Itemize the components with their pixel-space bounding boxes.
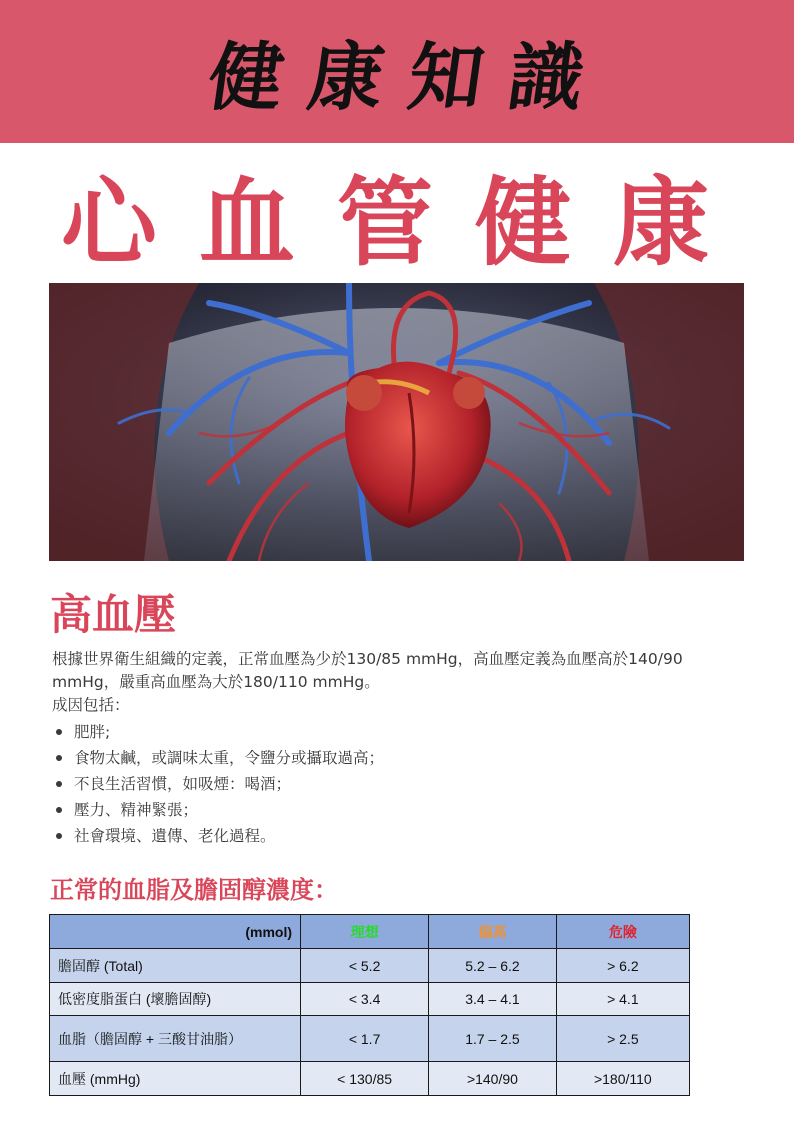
page-title: 心血管健康 xyxy=(61,167,751,279)
hypertension-intro: 根據世界衛生組織的定義，正常血壓為少於130/85 mmHg，高血壓定義為血壓高於140/90 mmHg，嚴重高血壓為大於180/110 mmHg。 xyxy=(52,650,683,691)
table-cell: > 4.1 xyxy=(556,983,689,1016)
table-cell: < 1.7 xyxy=(301,1016,429,1062)
row-label: 低密度脂蛋白 (壞膽固醇) xyxy=(50,983,301,1016)
table-cell: 3.4 – 4.1 xyxy=(429,983,557,1016)
table-row xyxy=(50,949,690,983)
list-item: 肥胖; xyxy=(52,719,752,745)
table-cell: >180/110 xyxy=(556,1062,689,1096)
row-label: 血壓 (mmHg) xyxy=(50,1062,301,1096)
lipid-table xyxy=(49,914,690,1096)
table-row xyxy=(50,983,690,1016)
causes-label: 成因包括： xyxy=(52,696,130,714)
table-cell: 1.7 – 2.5 xyxy=(429,1016,557,1062)
row-label: 膽固醇 (Total) xyxy=(50,949,301,983)
table-row xyxy=(50,1062,690,1096)
section-heading-lipids: 正常的血脂及膽固醇濃度： xyxy=(50,876,338,904)
table-cell: > 6.2 xyxy=(556,949,689,983)
list-item: 社會環境、遺傳、老化過程。 xyxy=(52,823,752,849)
col-header-danger: 危險 xyxy=(556,915,689,949)
table-cell: 5.2 – 6.2 xyxy=(429,949,557,983)
table-cell: < 5.2 xyxy=(301,949,429,983)
table-cell: < 130/85 xyxy=(301,1062,429,1096)
table-header-row xyxy=(50,915,690,949)
table-cell: >140/90 xyxy=(429,1062,557,1096)
list-item: 食物太鹹，或調味太重，令鹽分或攝取過高； xyxy=(52,745,752,771)
top-banner xyxy=(0,0,794,143)
col-header-high: 偏高 xyxy=(429,915,557,949)
section-heading-hypertension: 高血壓 xyxy=(50,590,177,639)
table-cell: > 2.5 xyxy=(556,1016,689,1062)
banner-title: 健康知識 xyxy=(203,34,616,121)
list-item: 不良生活習慣，如吸煙：喝酒； xyxy=(52,771,752,797)
table-row xyxy=(50,1016,690,1062)
row-label: 血脂（膽固醇 + 三酸甘油脂） xyxy=(50,1016,301,1062)
table-cell: < 3.4 xyxy=(301,983,429,1016)
unit-header: (mmol) xyxy=(50,915,301,949)
causes-list xyxy=(52,719,752,849)
list-item: 壓力、精神緊張； xyxy=(52,797,752,823)
col-header-ideal: 理想 xyxy=(301,915,429,949)
heart-illustration xyxy=(49,283,744,561)
hypertension-body xyxy=(52,648,752,849)
